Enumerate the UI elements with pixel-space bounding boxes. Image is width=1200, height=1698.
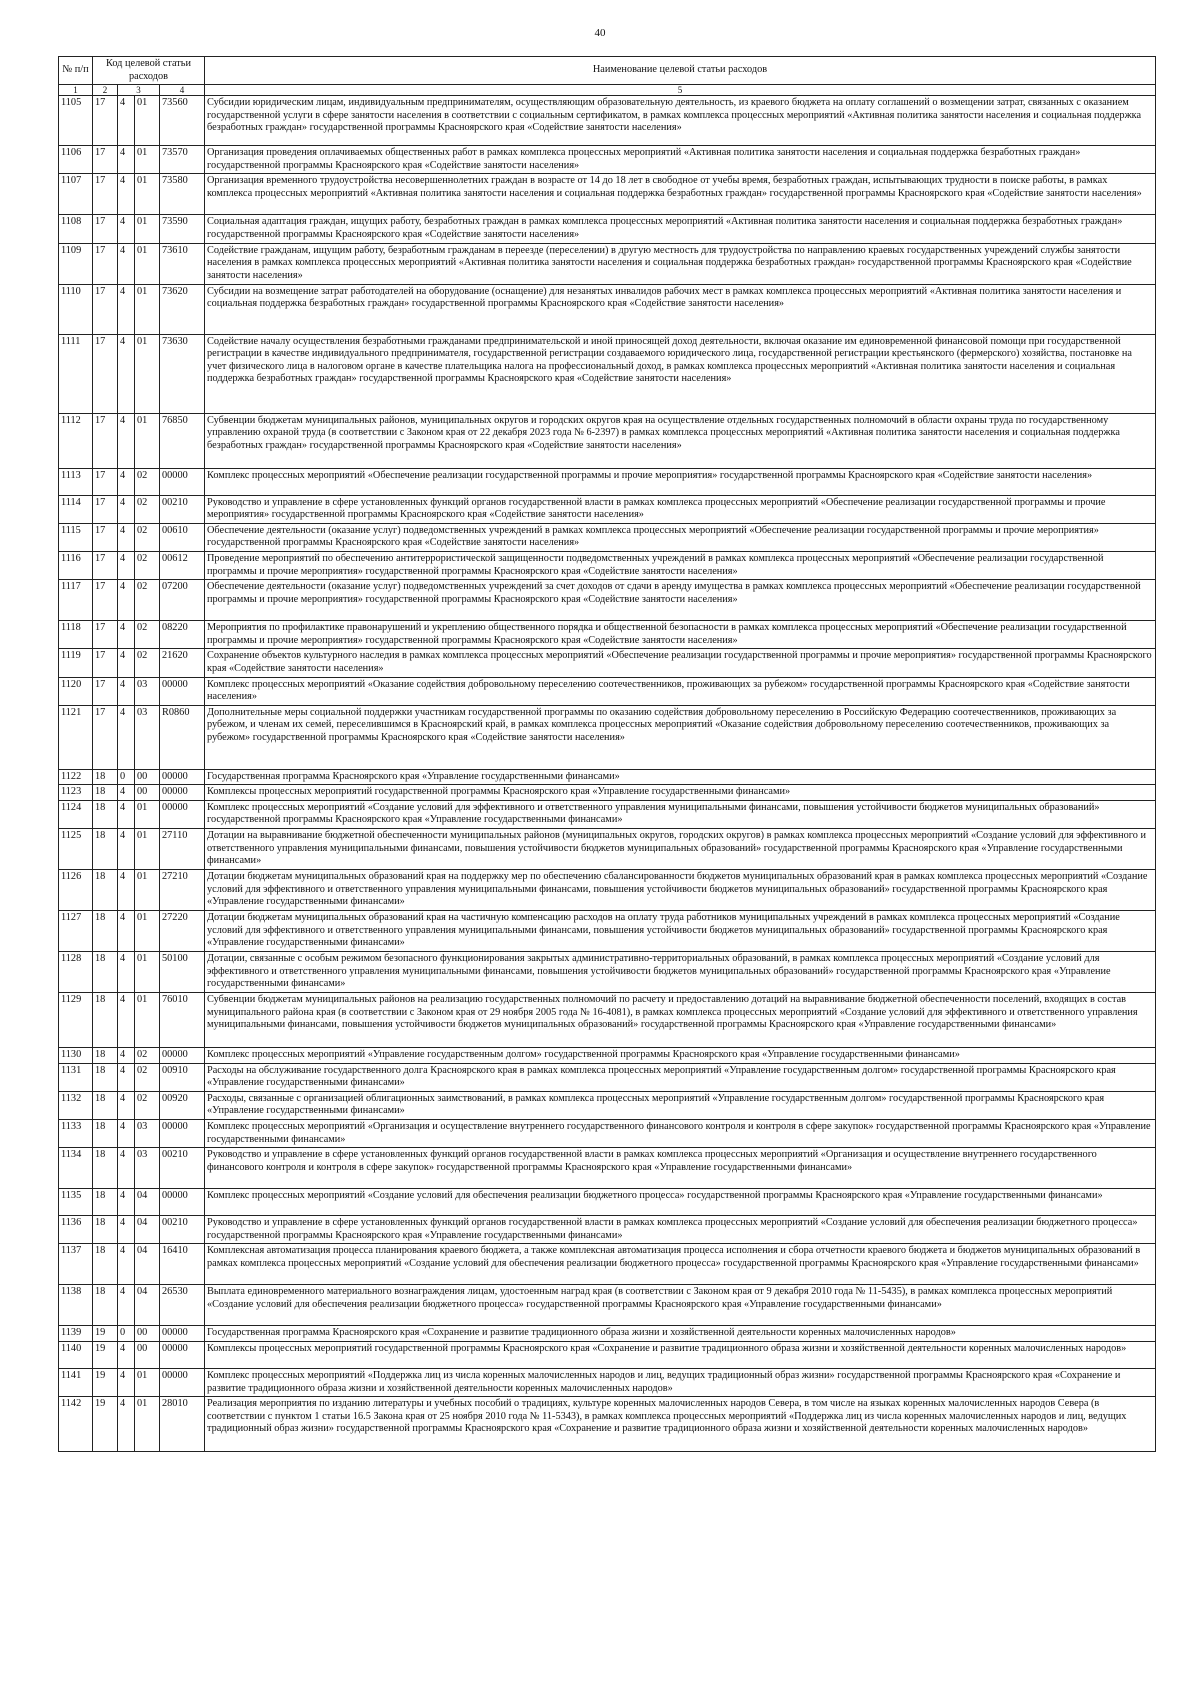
expenditure-name-cell: Дотации, связанные с особым режимом безопасного функционирования закрытых административно-территориальных образований, в рамках комплекса процессных мероприятий «Создание условий для эффективного и ответственного управления муниципальными финансами, повышения устойчивости бюджетов муниципальных образований» государственной программы Красноярского края «Управление государственными финансами»: [205, 952, 1156, 993]
row-number-cell: 1140: [59, 1342, 93, 1369]
table-row: [59, 215, 1156, 243]
row-number-cell: 1126: [59, 870, 93, 911]
row-number-cell: 1118: [59, 621, 93, 649]
expenditure-name-cell: Руководство и управление в сфере установленных функций органов государственной власти в рамках комплекса процессных мероприятий «Обеспечение реализации государственной программы и прочие мероприятия» государственной программы Красноярского края «Содействие занятости населения»: [205, 495, 1156, 523]
table-row: [59, 993, 1156, 1048]
code-type-cell: 4: [118, 785, 135, 801]
code-direction-cell: 00210: [160, 1148, 205, 1189]
row-number-cell: 1127: [59, 911, 93, 952]
code-program-cell: 17: [93, 96, 118, 146]
expenditure-name-cell: Организация временного трудоустройства несовершеннолетних граждан в возрасте от 14 до 18 лет в свободное от учебы время, безработных граждан, испытывающих трудности в поиске работы, в рамках комплекса процессных мероприятий «Активная политика занятости населения и социальная поддержка безработных граждан» государственной программы Красноярского края «Содействие занятости населения»: [205, 174, 1156, 215]
table-header: [59, 57, 1156, 96]
table-row: [59, 413, 1156, 468]
code-program-cell: 18: [93, 1148, 118, 1189]
expenditure-name-cell: Расходы на обслуживание государственного долга Красноярского края в рамках комплекса процессных мероприятий «Управление государственным долгом» государственной программы Красноярского края «Управление государственными финансами»: [205, 1063, 1156, 1091]
row-number-cell: 1114: [59, 495, 93, 523]
code-type-cell: 4: [118, 284, 135, 334]
expenditure-name-cell: Комплекс процессных мероприятий «Организация и осуществление внутреннего государственного финансового контроля и контроля в сфере закупок» государственной программы Красноярского края «Управление государственными финансами»: [205, 1120, 1156, 1148]
code-complex-cell: 01: [135, 174, 160, 215]
code-complex-cell: 04: [135, 1216, 160, 1244]
code-type-cell: 4: [118, 1397, 135, 1452]
table-row: [59, 952, 1156, 993]
code-complex-cell: 01: [135, 870, 160, 911]
row-number-cell: 1106: [59, 146, 93, 174]
code-direction-cell: 00612: [160, 551, 205, 579]
row-number-cell: 1110: [59, 284, 93, 334]
code-type-cell: 4: [118, 146, 135, 174]
page-number: 40: [594, 27, 606, 39]
code-program-cell: 18: [93, 1063, 118, 1091]
code-program-cell: 17: [93, 677, 118, 705]
code-direction-cell: 00910: [160, 1063, 205, 1091]
code-complex-cell: 02: [135, 523, 160, 551]
row-number-cell: 1128: [59, 952, 93, 993]
table-row: [59, 243, 1156, 284]
code-type-cell: 4: [118, 468, 135, 495]
table-row: [59, 468, 1156, 495]
expenditure-name-cell: Государственная программа Красноярского края «Управление государственными финансами»: [205, 769, 1156, 785]
code-complex-cell: 01: [135, 96, 160, 146]
code-direction-cell: 00000: [160, 1120, 205, 1148]
expenditure-name-cell: Комплексы процессных мероприятий государственной программы Красноярского края «Сохранение и развитие традиционного образа жизни и хозяйственной деятельности коренных малочисленных народов»: [205, 1342, 1156, 1369]
code-program-cell: 17: [93, 551, 118, 579]
code-type-cell: 4: [118, 952, 135, 993]
code-type-cell: 4: [118, 829, 135, 870]
code-direction-cell: 08220: [160, 621, 205, 649]
row-number-cell: 1123: [59, 785, 93, 801]
column-number: 4: [160, 85, 205, 96]
code-direction-cell: 00000: [160, 769, 205, 785]
code-complex-cell: 01: [135, 800, 160, 828]
code-type-cell: 4: [118, 523, 135, 551]
table-row: [59, 705, 1156, 769]
row-number-cell: 1132: [59, 1091, 93, 1119]
code-complex-cell: 01: [135, 146, 160, 174]
table-row: [59, 1189, 1156, 1216]
code-type-cell: 4: [118, 1091, 135, 1119]
code-complex-cell: 02: [135, 468, 160, 495]
code-complex-cell: 01: [135, 952, 160, 993]
code-type-cell: 4: [118, 993, 135, 1048]
expenditure-name-cell: Руководство и управление в сфере установленных функций органов государственной власти в рамках комплекса процессных мероприятий «Организация и осуществление внутреннего государственного финансового контроля и контроля в сфере закупок» государственной программы Красноярского края «Управление государственными финансами»: [205, 1148, 1156, 1189]
code-program-cell: 18: [93, 1120, 118, 1148]
code-complex-cell: 01: [135, 829, 160, 870]
code-direction-cell: 00920: [160, 1091, 205, 1119]
code-type-cell: 4: [118, 215, 135, 243]
expenditure-name-cell: Социальная адаптация граждан, ищущих работу, безработных граждан в рамках комплекса процессных мероприятий «Активная политика занятости населения и социальная поддержка безработных граждан» государственной программы Красноярского края «Содействие занятости населения»: [205, 215, 1156, 243]
row-number-cell: 1124: [59, 800, 93, 828]
table-row: [59, 677, 1156, 705]
code-type-cell: 4: [118, 334, 135, 413]
expenditure-name-cell: Государственная программа Красноярского края «Сохранение и развитие традиционного образа жизни и хозяйственной деятельности коренных малочисленных народов»: [205, 1326, 1156, 1342]
code-direction-cell: 00000: [160, 785, 205, 801]
code-direction-cell: 00000: [160, 1189, 205, 1216]
code-program-cell: 18: [93, 829, 118, 870]
table-row: [59, 870, 1156, 911]
row-number-cell: 1133: [59, 1120, 93, 1148]
expenditure-name-cell: Комплексная автоматизация процесса планирования краевого бюджета, а также комплексная автоматизация процесса исполнения и сбора отчетности краевого бюджета и бюджетов муниципальных образований в рамках комплекса процессных мероприятий «Создание условий для обеспечения реализации бюджетного процесса» государственной программы Красноярского края «Управление государственными финансами»: [205, 1244, 1156, 1285]
code-program-cell: 17: [93, 174, 118, 215]
table-row: [59, 769, 1156, 785]
code-program-cell: 17: [93, 621, 118, 649]
expenditure-name-cell: Расходы, связанные с организацией облигационных заимствований, в рамках комплекса процессных мероприятий «Управление государственным долгом» государственной программы Красноярского края «Управление государственными финансами»: [205, 1091, 1156, 1119]
code-direction-cell: 27220: [160, 911, 205, 952]
expenditure-name-cell: Выплата единовременного материального вознаграждения лицам, удостоенным наград края (в соответствии с Законом края от 9 декабря 2010 года № 11-5435), в рамках комплекса процессных мероприятий «Создание условий для обеспечения реализации бюджетного процесса» государственной программы Красноярского края «Управление государственными финансами»: [205, 1285, 1156, 1326]
code-program-cell: 19: [93, 1342, 118, 1369]
code-program-cell: 19: [93, 1326, 118, 1342]
expenditure-name-cell: Руководство и управление в сфере установленных функций органов государственной власти в рамках комплекса процессных мероприятий «Создание условий для обеспечения реализации бюджетного процесса» государственной программы Красноярского края «Управление государственными финансами»: [205, 1216, 1156, 1244]
code-type-cell: 0: [118, 1326, 135, 1342]
code-direction-cell: R0860: [160, 705, 205, 769]
code-direction-cell: 73560: [160, 96, 205, 146]
row-number-cell: 1122: [59, 769, 93, 785]
code-type-cell: 4: [118, 1120, 135, 1148]
code-direction-cell: 27110: [160, 829, 205, 870]
expenditure-name-cell: Обеспечение деятельности (оказание услуг) подведомственных учреждений в рамках комплекса процессных мероприятий «Обеспечение реализации государственной программы и прочие мероприятия» государственной программы Красноярского края «Содействие занятости населения»: [205, 523, 1156, 551]
expenditure-name-cell: Сохранение объектов культурного наследия в рамках комплекса процессных мероприятий «Обеспечение реализации государственной программы и прочие мероприятия» государственной программы Красноярского края «Содействие занятости населения»: [205, 649, 1156, 677]
header-code: Код целевой статьи расходов: [93, 57, 205, 85]
code-direction-cell: 73620: [160, 284, 205, 334]
code-complex-cell: 01: [135, 284, 160, 334]
code-complex-cell: 02: [135, 621, 160, 649]
row-number-cell: 1108: [59, 215, 93, 243]
row-number-cell: 1109: [59, 243, 93, 284]
row-number-cell: 1117: [59, 580, 93, 621]
header-row-number: № п/п: [59, 57, 93, 85]
code-complex-cell: 03: [135, 705, 160, 769]
code-type-cell: 4: [118, 551, 135, 579]
table-row: [59, 785, 1156, 801]
table-row: [59, 1048, 1156, 1064]
code-program-cell: 17: [93, 495, 118, 523]
row-number-cell: 1119: [59, 649, 93, 677]
code-complex-cell: 01: [135, 1369, 160, 1397]
code-complex-cell: 00: [135, 1326, 160, 1342]
table-row: [59, 96, 1156, 146]
code-complex-cell: 04: [135, 1189, 160, 1216]
row-number-cell: 1116: [59, 551, 93, 579]
row-number-cell: 1135: [59, 1189, 93, 1216]
expenditure-name-cell: Комплекс процессных мероприятий «Создание условий для обеспечения реализации бюджетного процесса» государственной программы Красноярского края «Управление государственными финансами»: [205, 1189, 1156, 1216]
code-program-cell: 17: [93, 705, 118, 769]
code-direction-cell: 73580: [160, 174, 205, 215]
code-program-cell: 17: [93, 413, 118, 468]
row-number-cell: 1120: [59, 677, 93, 705]
row-number-cell: 1142: [59, 1397, 93, 1452]
target-expenditure-table: [58, 56, 1156, 1452]
code-direction-cell: 00210: [160, 495, 205, 523]
code-type-cell: 4: [118, 413, 135, 468]
table-body: [59, 96, 1156, 1452]
code-type-cell: 4: [118, 870, 135, 911]
row-number-cell: 1129: [59, 993, 93, 1048]
code-complex-cell: 02: [135, 649, 160, 677]
code-complex-cell: 04: [135, 1244, 160, 1285]
code-type-cell: 4: [118, 1063, 135, 1091]
code-direction-cell: 07200: [160, 580, 205, 621]
code-type-cell: 4: [118, 1369, 135, 1397]
table-row: [59, 621, 1156, 649]
code-complex-cell: 01: [135, 413, 160, 468]
code-direction-cell: 16410: [160, 1244, 205, 1285]
code-direction-cell: 00210: [160, 1216, 205, 1244]
code-direction-cell: 76010: [160, 993, 205, 1048]
code-type-cell: 4: [118, 1244, 135, 1285]
expenditure-name-cell: Дотации на выравнивание бюджетной обеспеченности муниципальных районов (муниципальных округов, городских округов) в рамках комплекса процессных мероприятий «Создание условий для эффективного и ответственного управления муниципальными финансами, повышения устойчивости бюджетов муниципальных образований» государственной программы Красноярского края «Управление государственными финансами»: [205, 829, 1156, 870]
code-program-cell: 18: [93, 1189, 118, 1216]
table-row: [59, 829, 1156, 870]
row-number-cell: 1138: [59, 1285, 93, 1326]
code-complex-cell: 02: [135, 1063, 160, 1091]
code-type-cell: 4: [118, 800, 135, 828]
code-complex-cell: 01: [135, 911, 160, 952]
code-complex-cell: 04: [135, 1285, 160, 1326]
table-row: [59, 146, 1156, 174]
code-type-cell: 4: [118, 580, 135, 621]
code-program-cell: 18: [93, 1285, 118, 1326]
code-complex-cell: 02: [135, 495, 160, 523]
row-number-cell: 1121: [59, 705, 93, 769]
expenditure-name-cell: Субсидии юридическим лицам, индивидуальным предпринимателям, осуществляющим образовательную деятельность, из краевого бюджета на оплату соглашений о возмещении затрат, связанных с оказанием государственной услуги в сфере занятости населения в соответствии с социальным сертификатом, в рамках комплекса процессных мероприятий «Активная политика занятости населения и социальная поддержка безработных граждан» государственной программы Красноярского края «Содействие занятости населения»: [205, 96, 1156, 146]
table-row: [59, 174, 1156, 215]
code-complex-cell: 01: [135, 215, 160, 243]
code-direction-cell: 00000: [160, 677, 205, 705]
code-program-cell: 18: [93, 1216, 118, 1244]
row-number-cell: 1115: [59, 523, 93, 551]
code-program-cell: 17: [93, 468, 118, 495]
expenditure-name-cell: Комплексы процессных мероприятий государственной программы Красноярского края «Управление государственными финансами»: [205, 785, 1156, 801]
code-program-cell: 18: [93, 870, 118, 911]
row-number-cell: 1107: [59, 174, 93, 215]
code-type-cell: 0: [118, 769, 135, 785]
code-type-cell: 4: [118, 495, 135, 523]
table-row: [59, 284, 1156, 334]
code-complex-cell: 02: [135, 1091, 160, 1119]
code-direction-cell: 50100: [160, 952, 205, 993]
table-row: [59, 1148, 1156, 1189]
code-type-cell: 4: [118, 705, 135, 769]
code-program-cell: 18: [93, 911, 118, 952]
code-type-cell: 4: [118, 1189, 135, 1216]
expenditure-name-cell: Мероприятия по профилактике правонарушений и укреплению общественного порядка и общественной безопасности в рамках комплекса процессных мероприятий «Обеспечение реализации государственной программы и прочие мероприятия» государственной программы Красноярского края «Содействие занятости населения»: [205, 621, 1156, 649]
code-type-cell: 4: [118, 649, 135, 677]
table-row: [59, 1397, 1156, 1452]
expenditure-name-cell: Комплекс процессных мероприятий «Управление государственным долгом» государственной программы Красноярского края «Управление государственными финансами»: [205, 1048, 1156, 1064]
code-program-cell: 17: [93, 334, 118, 413]
row-number-cell: 1105: [59, 96, 93, 146]
row-number-cell: 1131: [59, 1063, 93, 1091]
code-direction-cell: 00000: [160, 1048, 205, 1064]
code-direction-cell: 26530: [160, 1285, 205, 1326]
expenditure-name-cell: Комплекс процессных мероприятий «Обеспечение реализации государственной программы и прочие мероприятия» государственной программы Красноярского края «Содействие занятости населения»: [205, 468, 1156, 495]
code-program-cell: 17: [93, 146, 118, 174]
expenditure-name-cell: Дополнительные меры социальной поддержки участникам государственной программы по оказанию содействия добровольному переселению в Российскую Федерацию соотечественников, проживающих за рубежом, и членам их семей, переселившимся в Красноярский край, в рамках комплекса процессных мероприятий «Оказание содействия добровольному переселению соотечественников, проживающих за рубежом» государственной программы Красноярского края «Содействие занятости населения»: [205, 705, 1156, 769]
expenditure-name-cell: Комплекс процессных мероприятий «Поддержка лиц из числа коренных малочисленных народов и лиц, ведущих традиционный образ жизни» государственной программы Красноярского края «Сохранение и развитие традиционного образа жизни и хозяйственной деятельности коренных малочисленных народов»: [205, 1369, 1156, 1397]
code-direction-cell: 00000: [160, 1326, 205, 1342]
code-direction-cell: 00000: [160, 1369, 205, 1397]
code-complex-cell: 03: [135, 1148, 160, 1189]
code-program-cell: 18: [93, 785, 118, 801]
expenditure-name-cell: Дотации бюджетам муниципальных образований края на поддержку мер по обеспечению сбалансированности бюджетов муниципальных образований края в рамках комплекса процессных мероприятий «Создание условий для эффективного и ответственного управления муниципальными финансами, повышения устойчивости бюджетов муниципальных образований» государственной программы Красноярского края «Управление государственными финансами»: [205, 870, 1156, 911]
table-row: [59, 551, 1156, 579]
expenditure-name-cell: Проведение мероприятий по обеспечению антитеррористической защищенности подведомственных учреждений в рамках комплекса процессных мероприятий «Обеспечение реализации государственной программы и прочие мероприятия» государственной программы Красноярского края «Содействие занятости населения»: [205, 551, 1156, 579]
expenditure-name-cell: Содействие началу осуществления безработными гражданами предпринимательской и иной приносящей доход деятельности, включая оказание им единовременной финансовой помощи при государственной регистрации в качестве индивидуального предпринимателя, государственной регистрации создаваемого юридического лица, государственной регистрации крестьянского (фермерского) хозяйства, постановке на учет физического лица в налоговом органе в качестве плательщика налога на профессиональный доход, в рамках комплекса процессных мероприятий «Активная политика занятости населения и социальная поддержка безработных граждан» государственной программы Красноярского края «Содействие занятости населения»: [205, 334, 1156, 413]
code-complex-cell: 02: [135, 551, 160, 579]
table-row: [59, 495, 1156, 523]
code-program-cell: 18: [93, 1244, 118, 1285]
code-direction-cell: 73590: [160, 215, 205, 243]
table-row: [59, 334, 1156, 413]
code-program-cell: 18: [93, 952, 118, 993]
code-complex-cell: 02: [135, 580, 160, 621]
code-direction-cell: 73610: [160, 243, 205, 284]
row-number-cell: 1139: [59, 1326, 93, 1342]
code-type-cell: 4: [118, 1216, 135, 1244]
expenditure-name-cell: Комплекс процессных мероприятий «Оказание содействия добровольному переселению соотечественников, проживающих за рубежом» государственной программы Красноярского края «Содействие занятости населения»: [205, 677, 1156, 705]
code-program-cell: 18: [93, 800, 118, 828]
code-direction-cell: 00000: [160, 1342, 205, 1369]
expenditure-name-cell: Обеспечение деятельности (оказание услуг) подведомственных учреждений за счет доходов от сдачи в аренду имущества в рамках комплекса процессных мероприятий «Обеспечение реализации государственной программы и прочие мероприятия» государственной программы Красноярского края «Содействие занятости населения»: [205, 580, 1156, 621]
row-number-cell: 1111: [59, 334, 93, 413]
row-number-cell: 1112: [59, 413, 93, 468]
table-row: [59, 1216, 1156, 1244]
expenditure-name-cell: Организация проведения оплачиваемых общественных работ в рамках комплекса процессных мероприятий «Активная политика занятости населения и социальная поддержка безработных граждан» государственной программы Красноярского края «Содействие занятости населения»: [205, 146, 1156, 174]
row-number-cell: 1125: [59, 829, 93, 870]
column-number: 2: [93, 85, 118, 96]
table-row: [59, 1244, 1156, 1285]
column-number: 3: [118, 85, 160, 96]
code-complex-cell: 00: [135, 1342, 160, 1369]
expenditure-name-cell: Реализация мероприятия по изданию литературы и учебных пособий о традициях, культуре коренных малочисленных народов Севера, в том числе на языках коренных малочисленных народов Севера (в соответствии с пунктом 1 статьи 16.5 Закона края от 25 ноября 2010 года № 11-5343), в рамках комплекса процессных мероприятий «Поддержка лиц из числа коренных малочисленных народов и лиц, ведущих традиционный образ жизни» государственной программы Красноярского края «Сохранение и развитие традиционного образа жизни и хозяйственной деятельности коренных малочисленных народов»: [205, 1397, 1156, 1452]
row-number-cell: 1137: [59, 1244, 93, 1285]
table-row: [59, 1369, 1156, 1397]
code-program-cell: 18: [93, 1048, 118, 1064]
code-complex-cell: 02: [135, 1048, 160, 1064]
code-complex-cell: 03: [135, 677, 160, 705]
code-type-cell: 4: [118, 243, 135, 284]
code-program-cell: 18: [93, 1091, 118, 1119]
code-direction-cell: 73570: [160, 146, 205, 174]
code-complex-cell: 01: [135, 334, 160, 413]
row-number-cell: 1113: [59, 468, 93, 495]
code-type-cell: 4: [118, 1285, 135, 1326]
code-type-cell: 4: [118, 1148, 135, 1189]
code-program-cell: 18: [93, 993, 118, 1048]
code-direction-cell: 00000: [160, 468, 205, 495]
table-row: [59, 1285, 1156, 1326]
expenditure-name-cell: Дотации бюджетам муниципальных образований края на частичную компенсацию расходов на оплату труда работников муниципальных учреждений в рамках комплекса процессных мероприятий «Создание условий для эффективного и ответственного управления муниципальными финансами, повышения устойчивости бюджетов муниципальных образований» государственной программы Красноярского края «Управление государственными финансами»: [205, 911, 1156, 952]
code-program-cell: 19: [93, 1369, 118, 1397]
code-direction-cell: 21620: [160, 649, 205, 677]
code-program-cell: 17: [93, 580, 118, 621]
header-name: Наименование целевой статьи расходов: [205, 57, 1156, 85]
expenditure-name-cell: Комплекс процессных мероприятий «Создание условий для эффективного и ответственного управления муниципальными финансами, повышения устойчивости бюджетов муниципальных образований» государственной программы Красноярского края «Управление государственными финансами»: [205, 800, 1156, 828]
code-program-cell: 17: [93, 215, 118, 243]
table-row: [59, 523, 1156, 551]
code-complex-cell: 00: [135, 769, 160, 785]
code-type-cell: 4: [118, 1048, 135, 1064]
code-program-cell: 19: [93, 1397, 118, 1452]
table-row: [59, 649, 1156, 677]
table-row: [59, 1063, 1156, 1091]
code-direction-cell: 73630: [160, 334, 205, 413]
table-row: [59, 1326, 1156, 1342]
expenditure-name-cell: Содействие гражданам, ищущим работу, безработным гражданам в переезде (переселении) в другую местность для трудоустройства по направлению краевых государственных учреждений службы занятости населения в рамках комплекса процессных мероприятий «Активная политика занятости населения и социальная поддержка безработных граждан» государственной программы Красноярского края «Содействие занятости населения»: [205, 243, 1156, 284]
table-row: [59, 1091, 1156, 1119]
code-complex-cell: 01: [135, 1397, 160, 1452]
code-program-cell: 18: [93, 769, 118, 785]
code-direction-cell: 76850: [160, 413, 205, 468]
code-complex-cell: 03: [135, 1120, 160, 1148]
code-direction-cell: 28010: [160, 1397, 205, 1452]
row-number-cell: 1134: [59, 1148, 93, 1189]
table-row: [59, 800, 1156, 828]
code-direction-cell: 00000: [160, 800, 205, 828]
row-number-cell: 1130: [59, 1048, 93, 1064]
code-direction-cell: 00610: [160, 523, 205, 551]
code-type-cell: 4: [118, 677, 135, 705]
code-complex-cell: 01: [135, 993, 160, 1048]
code-type-cell: 4: [118, 96, 135, 146]
table-row: [59, 1342, 1156, 1369]
code-complex-cell: 01: [135, 243, 160, 284]
expenditure-name-cell: Субвенции бюджетам муниципальных районов, муниципальных округов и городских округов края на осуществление отдельных государственных полномочий в области охраны труда по государственному управлению охраной труда (в соответствии с Законом края от 22 декабря 2023 года № 6-2397) в рамках комплекса процессных мероприятий «Активная политика занятости населения и социальная поддержка безработных граждан» государственной программы Красноярского края «Содействие занятости населения»: [205, 413, 1156, 468]
code-direction-cell: 27210: [160, 870, 205, 911]
code-program-cell: 17: [93, 243, 118, 284]
code-program-cell: 17: [93, 649, 118, 677]
table-row: [59, 911, 1156, 952]
code-program-cell: 17: [93, 284, 118, 334]
code-complex-cell: 00: [135, 785, 160, 801]
code-program-cell: 17: [93, 523, 118, 551]
row-number-cell: 1141: [59, 1369, 93, 1397]
code-type-cell: 4: [118, 174, 135, 215]
code-type-cell: 4: [118, 621, 135, 649]
table-row: [59, 1120, 1156, 1148]
row-number-cell: 1136: [59, 1216, 93, 1244]
expenditure-name-cell: Субсидии на возмещение затрат работодателей на оборудование (оснащение) для незанятых инвалидов рабочих мест в рамках комплекса процессных мероприятий «Активная политика занятости населения и социальная поддержка безработных граждан» государственной программы Красноярского края «Содействие занятости населения»: [205, 284, 1156, 334]
column-number: 1: [59, 85, 93, 96]
code-type-cell: 4: [118, 1342, 135, 1369]
expenditure-name-cell: Субвенции бюджетам муниципальных районов на реализацию государственных полномочий по расчету и предоставлению дотаций на выравнивание бюджетной обеспеченности поселений, входящих в состав муниципального района края (в соответствии с Законом края от 29 ноября 2005 года № 16-4081), в рамках комплекса процессных мероприятий «Создание условий для эффективного и ответственного управления муниципальными финансами, повышения устойчивости бюджетов муниципальных образований» государственной программы Красноярского края «Управление государственными финансами»: [205, 993, 1156, 1048]
code-type-cell: 4: [118, 911, 135, 952]
column-number: 5: [205, 85, 1156, 96]
table-row: [59, 580, 1156, 621]
